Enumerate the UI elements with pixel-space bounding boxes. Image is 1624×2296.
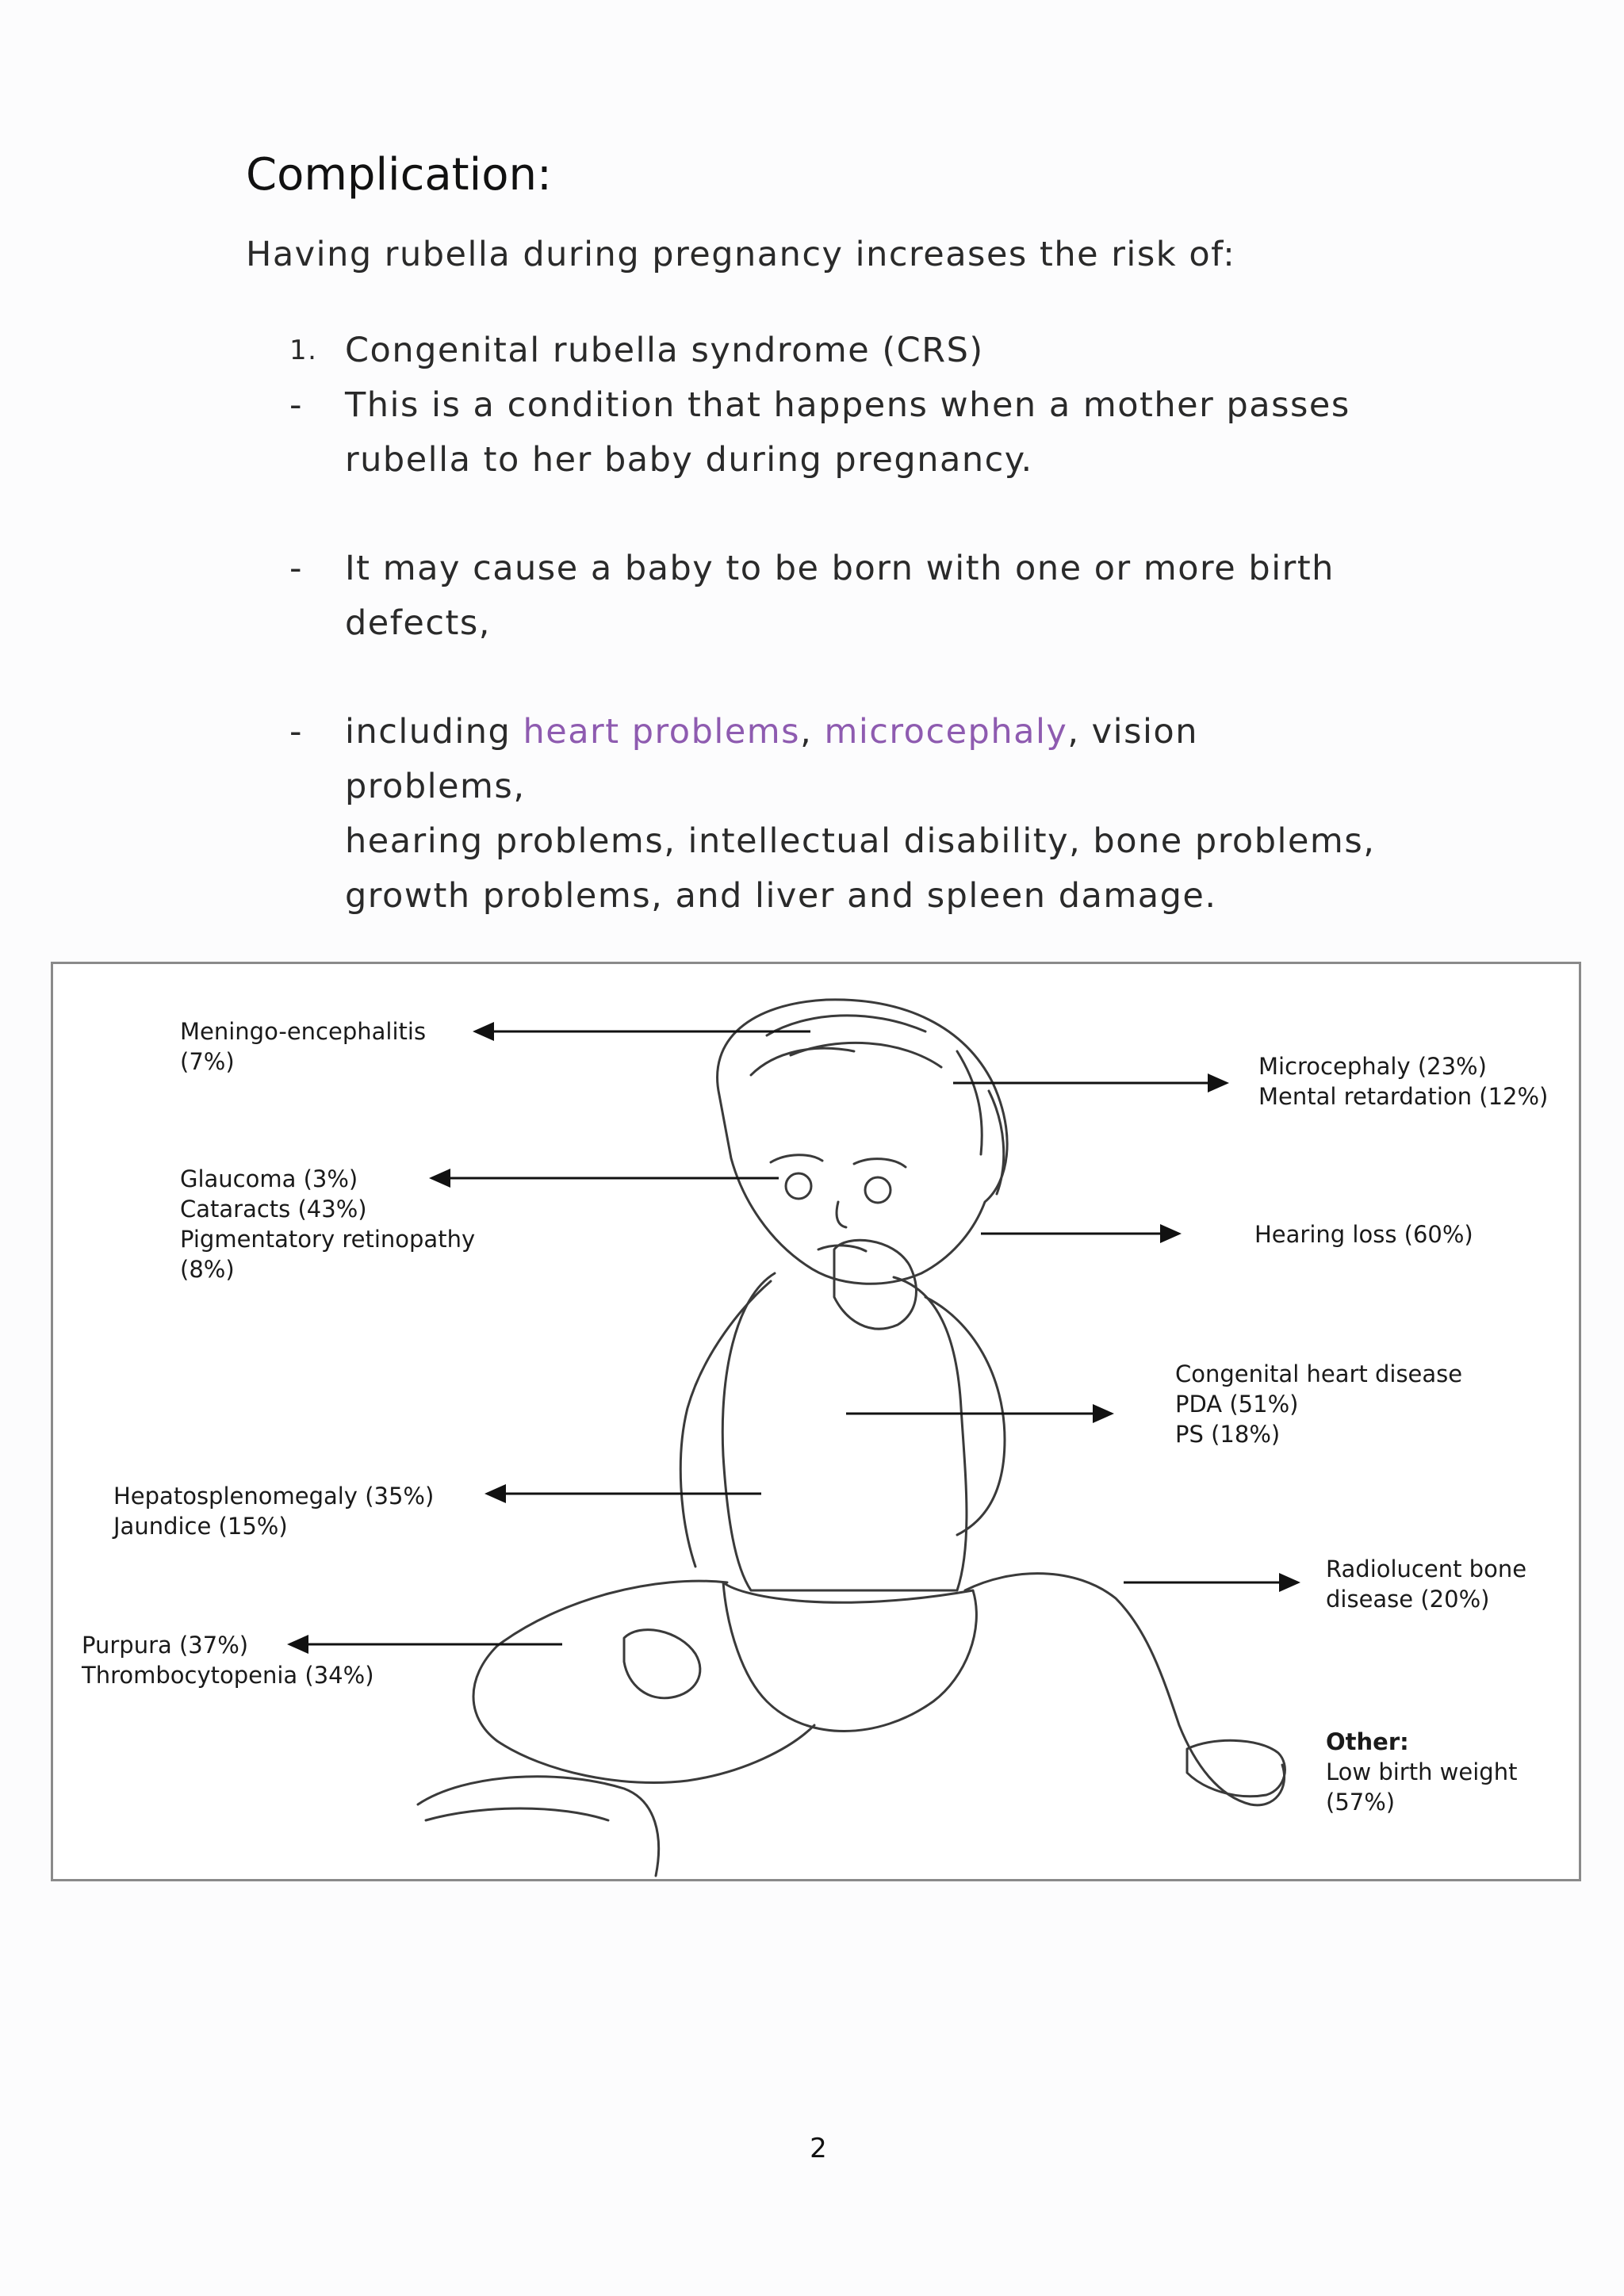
- text-fragment: ,: [800, 712, 825, 752]
- intro-text: Having rubella during pregnancy increases the risk of:: [246, 235, 1236, 274]
- bowl: [418, 1777, 659, 1876]
- label-line: Hepatosplenomegaly (35%): [113, 1483, 435, 1510]
- crs-figure: [51, 962, 1581, 1881]
- left-leg: [473, 1581, 814, 1782]
- label-heart-disease: [1175, 1359, 1462, 1449]
- label-meningo-encephalitis: [180, 1016, 426, 1077]
- hair-strokes: [751, 1016, 1004, 1194]
- bullet-dash: -: [289, 385, 304, 425]
- text-fragment: including: [345, 712, 523, 752]
- eyebrows: [771, 1155, 906, 1167]
- heart-problems-link[interactable]: heart problems: [523, 712, 801, 752]
- label-line: Glaucoma (3%): [180, 1165, 358, 1192]
- label-line: disease (20%): [1326, 1586, 1490, 1613]
- label-eye-defects: [180, 1164, 475, 1284]
- label-line: Congenital heart disease: [1175, 1360, 1463, 1387]
- bullet-line: It may cause a baby to be born with one or more birth: [345, 549, 1335, 588]
- list-item-crs: [289, 323, 1384, 378]
- label-hepatosplenomegaly: [113, 1481, 434, 1541]
- label-line: Meningo-encephalitis: [180, 1018, 427, 1045]
- label-line: PS (18%): [1175, 1421, 1281, 1448]
- list-number: 1.: [289, 335, 318, 366]
- pointer-arrows: [289, 1031, 1298, 1644]
- label-line: (7%): [180, 1048, 235, 1075]
- diaper: [723, 1582, 976, 1732]
- label-line: Mental retardation (12%): [1258, 1083, 1549, 1110]
- label-line: [1326, 1727, 1517, 1757]
- label-line: Purpura (37%): [82, 1632, 249, 1659]
- infant-sketch: [418, 1000, 1285, 1876]
- label-line: (57%): [1326, 1789, 1396, 1816]
- label-line: Jaundice (15%): [113, 1513, 288, 1540]
- microcephaly-link[interactable]: microcephaly: [824, 712, 1068, 752]
- left-arm: [680, 1281, 771, 1567]
- label-line: Radiolucent bone: [1326, 1556, 1527, 1582]
- page-number: 2: [810, 2133, 827, 2164]
- text-fragment: , vision problems,: [345, 712, 1198, 806]
- section-heading: Complication:: [246, 149, 552, 201]
- right-eye: [865, 1177, 891, 1203]
- bullet-line: growth problems, and liver and spleen damage.: [345, 876, 1217, 916]
- label-line: (8%): [180, 1256, 235, 1283]
- label-line: PDA (51%): [1175, 1391, 1299, 1418]
- bullet-line: [345, 705, 1384, 814]
- bullet-crs-definition: [289, 378, 1384, 488]
- label-line: Thrombocytopenia (34%): [82, 1662, 374, 1689]
- list-item-text: Congenital rubella syndrome (CRS): [345, 331, 984, 370]
- label-line: Pigmentatory retinopathy: [180, 1226, 476, 1253]
- bullet-dash: -: [289, 712, 304, 752]
- label-radiolucent-bone: [1326, 1554, 1526, 1614]
- bullet-line: hearing problems, intellectual disability, bone problems,: [345, 821, 1376, 861]
- label-hearing-loss: Hearing loss (60%): [1254, 1221, 1473, 1248]
- label-line: Low birth weight: [1326, 1758, 1518, 1785]
- label-microcephaly: [1258, 1051, 1548, 1112]
- label-line: Cataracts (43%): [180, 1196, 367, 1223]
- bullet-line: rubella to her baby during pregnancy.: [345, 440, 1033, 480]
- label-line: Microcephaly (23%): [1258, 1053, 1487, 1080]
- complication-list: [289, 323, 1384, 924]
- torso: [722, 1273, 967, 1590]
- other-title: Other:: [1326, 1728, 1409, 1755]
- bullet-defect-examples: [289, 705, 1384, 924]
- right-arm: [925, 1297, 1005, 1535]
- label-purpura: [82, 1630, 374, 1690]
- left-eye: [786, 1173, 811, 1199]
- bullet-line: This is a condition that happens when a mother passes: [345, 385, 1350, 425]
- right-leg: [965, 1574, 1285, 1805]
- left-hand: [624, 1630, 700, 1698]
- bullet-birth-defects: [289, 541, 1384, 651]
- bullet-line: defects,: [345, 603, 491, 643]
- label-other: [1326, 1727, 1517, 1817]
- bullet-dash: -: [289, 549, 304, 588]
